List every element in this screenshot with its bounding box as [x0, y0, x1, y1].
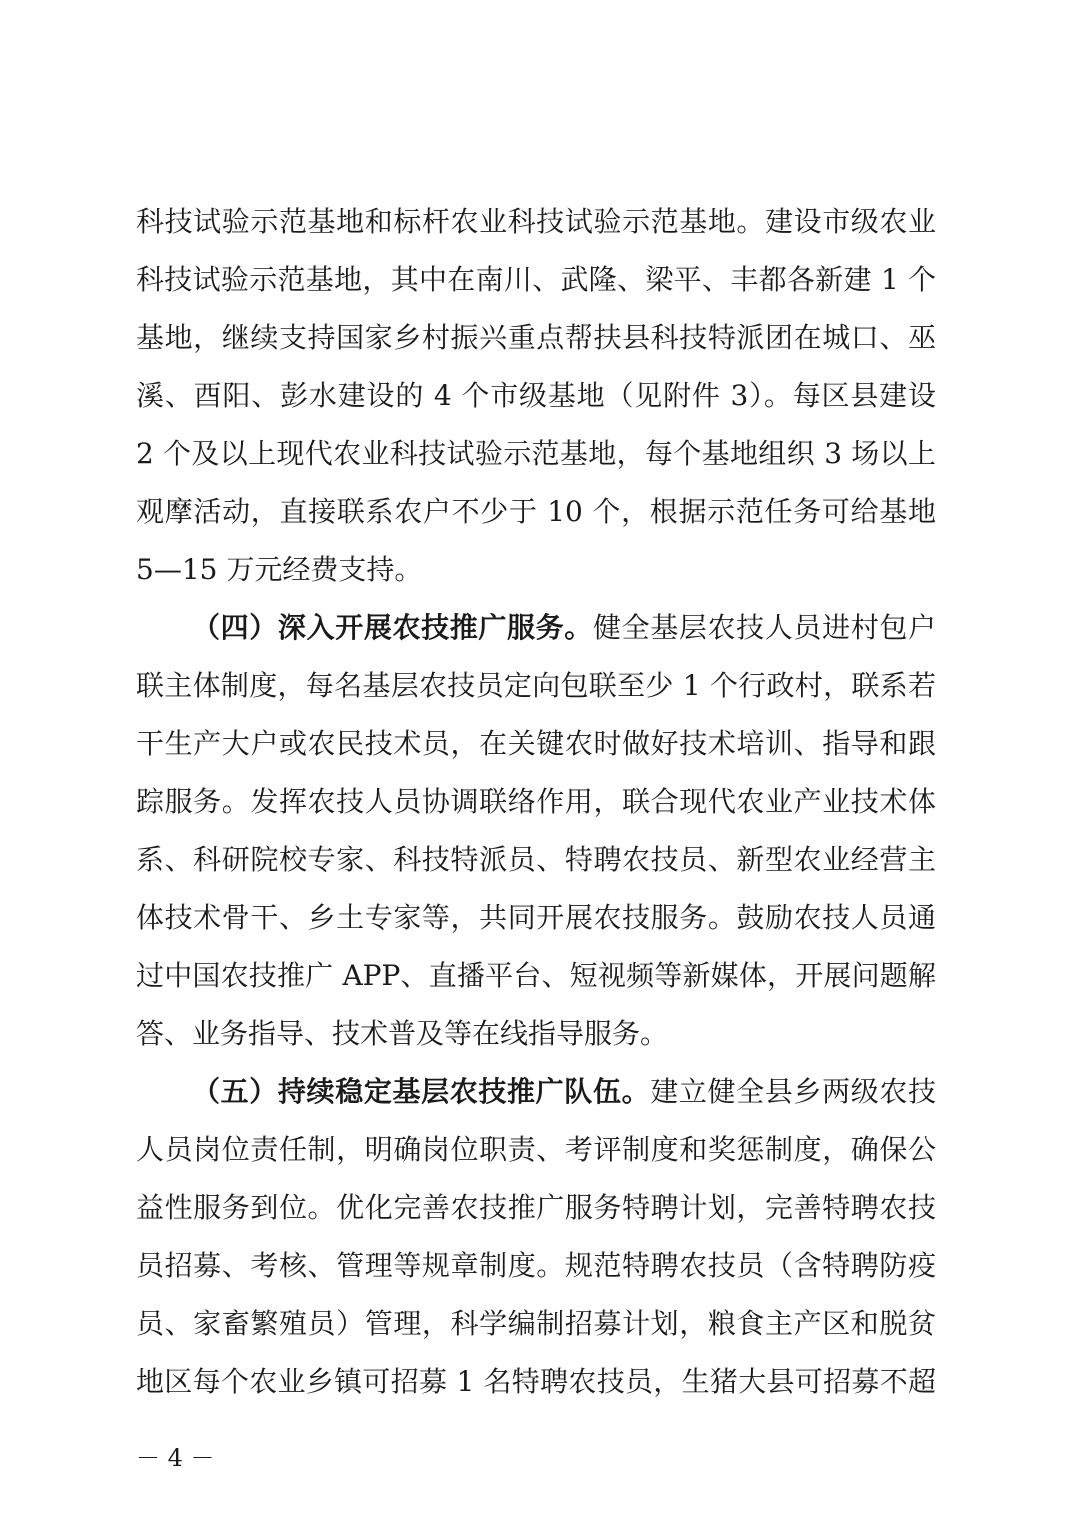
- section-4-first-text: 健全基层农技人员进村包户: [592, 611, 936, 644]
- paragraph-line: 益性服务到位。优化完善农技推广服务特聘计划，完善特聘农技: [136, 1191, 936, 1224]
- section-5-first-text: 建立健全县乡两级农技: [650, 1075, 936, 1108]
- paragraph-line: 基地，继续支持国家乡村振兴重点帮扶县科技特派团在城口、巫: [136, 321, 936, 354]
- paragraph-line: 体技术骨干、乡土专家等，共同开展农技服务。鼓励农技人员通: [136, 901, 936, 934]
- paragraph-line: 5—15 万元经费支持。: [136, 553, 423, 586]
- paragraph-line: 踪服务。发挥农技人员协调联络作用，联合现代农业产业技术体: [136, 785, 936, 818]
- paragraph-line: 员招募、考核、管理等规章制度。规范特聘农技员（含特聘防疫: [136, 1249, 936, 1282]
- paragraph-line: 溪、酉阳、彭水建设的 4 个市级基地（见附件 3）。每区县建设: [136, 379, 936, 412]
- paragraph-line: 科技试验示范基地，其中在南川、武隆、梁平、丰都各新建 1 个: [136, 263, 936, 296]
- section-4-heading: （四）深入开展农技推广服务。: [192, 611, 593, 644]
- paragraph-line: 员、家畜繁殖员）管理，科学编制招募计划，粮食主产区和脱贫: [136, 1307, 936, 1340]
- section-4-first-line: [192, 606, 936, 650]
- section-5-heading: （五）持续稳定基层农技推广队伍。: [192, 1075, 651, 1108]
- section-5-first-line: [192, 1070, 936, 1114]
- paragraph-line: 人员岗位责任制，明确岗位职责、考评制度和奖惩制度，确保公: [136, 1133, 936, 1166]
- paragraph-line: 科技试验示范基地和标杆农业科技试验示范基地。建设市级农业: [136, 205, 936, 238]
- paragraph-line: 2 个及以上现代农业科技试验示范基地，每个基地组织 3 场以上: [136, 437, 936, 470]
- paragraph-line: 联主体制度，每名基层农技员定向包联至少 1 个行政村，联系若: [136, 669, 936, 702]
- page-number: － 4 －: [136, 1444, 215, 1472]
- paragraph-line: 观摩活动，直接联系农户不少于 10 个，根据示范任务可给基地: [136, 495, 936, 528]
- paragraph-line: 过中国农技推广 APP、直播平台、短视频等新媒体，开展问题解: [136, 959, 936, 992]
- paragraph-line: 系、科研院校专家、科技特派员、特聘农技员、新型农业经营主: [136, 843, 936, 876]
- paragraph-line: 地区每个农业乡镇可招募 1 名特聘农技员，生猪大县可招募不超: [136, 1365, 936, 1398]
- paragraph-line: 答、业务指导、技术普及等在线指导服务。: [136, 1017, 669, 1050]
- paragraph-line: 干生产大户或农民技术员，在关键农时做好技术培训、指导和跟: [136, 727, 936, 760]
